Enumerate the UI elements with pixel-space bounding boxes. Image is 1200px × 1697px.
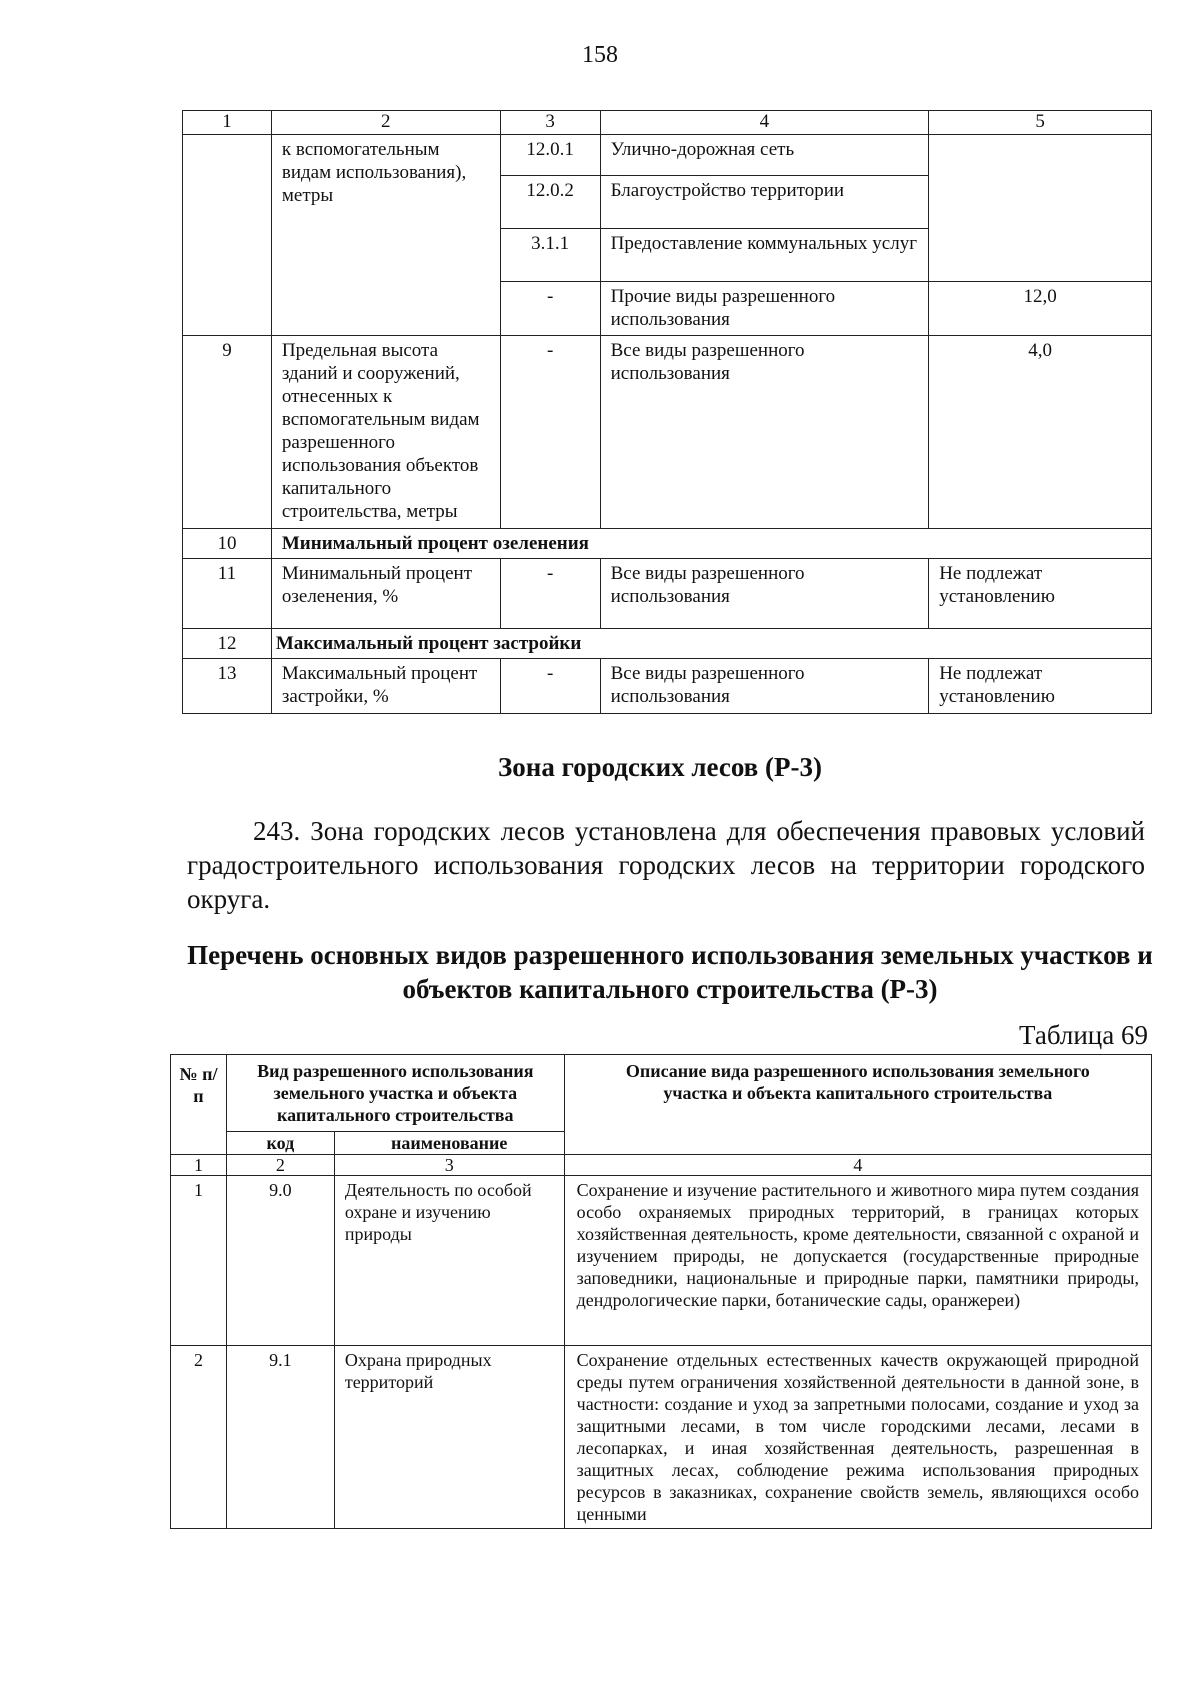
section-row xyxy=(183,529,1152,559)
num-cell: 12 xyxy=(183,629,272,659)
value-cell: Не подлежат установлению xyxy=(929,659,1152,714)
header-cell: 2 xyxy=(271,111,500,135)
row-code: 9.1 xyxy=(226,1346,334,1529)
value-cell: 4,0 xyxy=(929,336,1152,529)
zone-title: Зона городских лесов (Р-3) xyxy=(498,752,822,782)
section-row xyxy=(183,629,1152,659)
section-title: Минимальный процент озеленения xyxy=(271,529,1151,559)
table-header-row xyxy=(171,1055,1152,1132)
column-number: 1 xyxy=(171,1155,227,1176)
permitted-use-table xyxy=(170,1054,1152,1529)
header-name: наименование xyxy=(334,1132,564,1155)
header-desc: Описание вида разрешенного использования земельного участка и объекта капитального строительства xyxy=(564,1055,1151,1155)
header-cell: 1 xyxy=(183,111,272,135)
section-title: Максимальный процент застройки xyxy=(271,629,1151,659)
header-kind: Вид разрешенного использования земельного участка и объекта капитального строительства xyxy=(226,1055,564,1132)
paragraph-text: 243. Зона городских лесов установлена для обеспечения правовых условий градостроительного использования городских лесов на территории городского округа. xyxy=(187,816,1145,914)
row-num: 2 xyxy=(171,1346,227,1529)
label-cell: Минимальный процент озеленения, % xyxy=(271,559,500,629)
table-caption: Таблица 69 xyxy=(1019,1020,1148,1050)
column-number: 4 xyxy=(564,1155,1151,1176)
value-cell: Не подлежат установлению xyxy=(929,559,1152,629)
row-name: Деятельность по особой охране и изучению природы xyxy=(334,1176,564,1346)
num-cell: 10 xyxy=(183,529,272,559)
table-row xyxy=(183,659,1152,714)
name-cell: Предоставление коммунальных услуг xyxy=(600,229,929,282)
name-cell: Все виды разрешенного использования xyxy=(600,659,929,714)
name-cell: Прочие виды разрешенного использования xyxy=(600,282,929,336)
row-code: 9.0 xyxy=(226,1176,334,1346)
num-cell: 9 xyxy=(183,336,272,529)
label-cell: Предельная высота зданий и сооружений, отнесенных к вспомогательным видам разрешенного использования объектов капитального строительства, метры xyxy=(271,336,500,529)
column-number: 2 xyxy=(226,1155,334,1176)
table-header-row xyxy=(183,111,1152,135)
name-cell: Все виды разрешенного использования xyxy=(600,559,929,629)
list-title: Перечень основных видов разрешенного использования земельных участков и объектов капитального строительства (Р-3) xyxy=(187,940,1153,1004)
value-cell: 12,0 xyxy=(929,282,1152,336)
header-cell: 5 xyxy=(929,111,1152,135)
column-numbers-row xyxy=(171,1155,1152,1176)
table-row xyxy=(183,559,1152,629)
label-cell: Максимальный процент застройки, % xyxy=(271,659,500,714)
code-cell: 12.0.1 xyxy=(500,135,600,176)
table-row xyxy=(171,1346,1152,1529)
header-code: код xyxy=(226,1132,334,1155)
num-cell xyxy=(183,135,272,336)
code-cell: - xyxy=(500,336,600,529)
code-cell: - xyxy=(500,659,600,714)
row-name: Охрана природных территорий xyxy=(334,1346,564,1529)
group-label: к вспомогательным видам использования), метры xyxy=(271,135,500,336)
table-row xyxy=(183,336,1152,529)
paragraph-243 xyxy=(187,814,1145,916)
code-cell: 12.0.2 xyxy=(500,176,600,229)
code-cell: - xyxy=(500,559,600,629)
table-row xyxy=(171,1176,1152,1346)
name-cell: Все виды разрешенного использования xyxy=(600,336,929,529)
page-number: 158 xyxy=(582,42,618,68)
row-desc: Сохранение и изучение растительного и животного мира путем создания особо охраняемых природных территорий, в границах которых хозяйственная деятельность, кроме деятельности, связанной с охраной и изучением природы, не допускается (государственные природные заповедники, национальные и природные парки, памятники природы, дендрологические парки, ботанические сады, оранжереи) xyxy=(564,1176,1151,1346)
code-cell: - xyxy=(500,282,600,336)
header-cell: 3 xyxy=(500,111,600,135)
name-cell: Благоустройство территории xyxy=(600,176,929,229)
value-cell xyxy=(929,135,1152,282)
header-num: № п/п xyxy=(171,1055,227,1155)
num-cell: 13 xyxy=(183,659,272,714)
num-cell: 11 xyxy=(183,559,272,629)
column-number: 3 xyxy=(334,1155,564,1176)
row-num: 1 xyxy=(171,1176,227,1346)
limits-table xyxy=(182,110,1152,714)
header-cell: 4 xyxy=(600,111,929,135)
row-desc: Сохранение отдельных естественных качеств окружающей природной среды путем ограничения хозяйственной деятельности в данной зоне, в частности: создание и уход за запретными полосами, создание и уход за защитными лесами, в том числе городскими лесами, лесами в лесопарках, и иная хозяйственная деятельность, разрешенная в защитных лесах, соблюдение режима использования природных ресурсов в заказниках, сохранение свойств земель, являющихся особо ценными xyxy=(564,1346,1151,1529)
table-row xyxy=(183,135,1152,176)
code-cell: 3.1.1 xyxy=(500,229,600,282)
name-cell: Улично-дорожная сеть xyxy=(600,135,929,176)
